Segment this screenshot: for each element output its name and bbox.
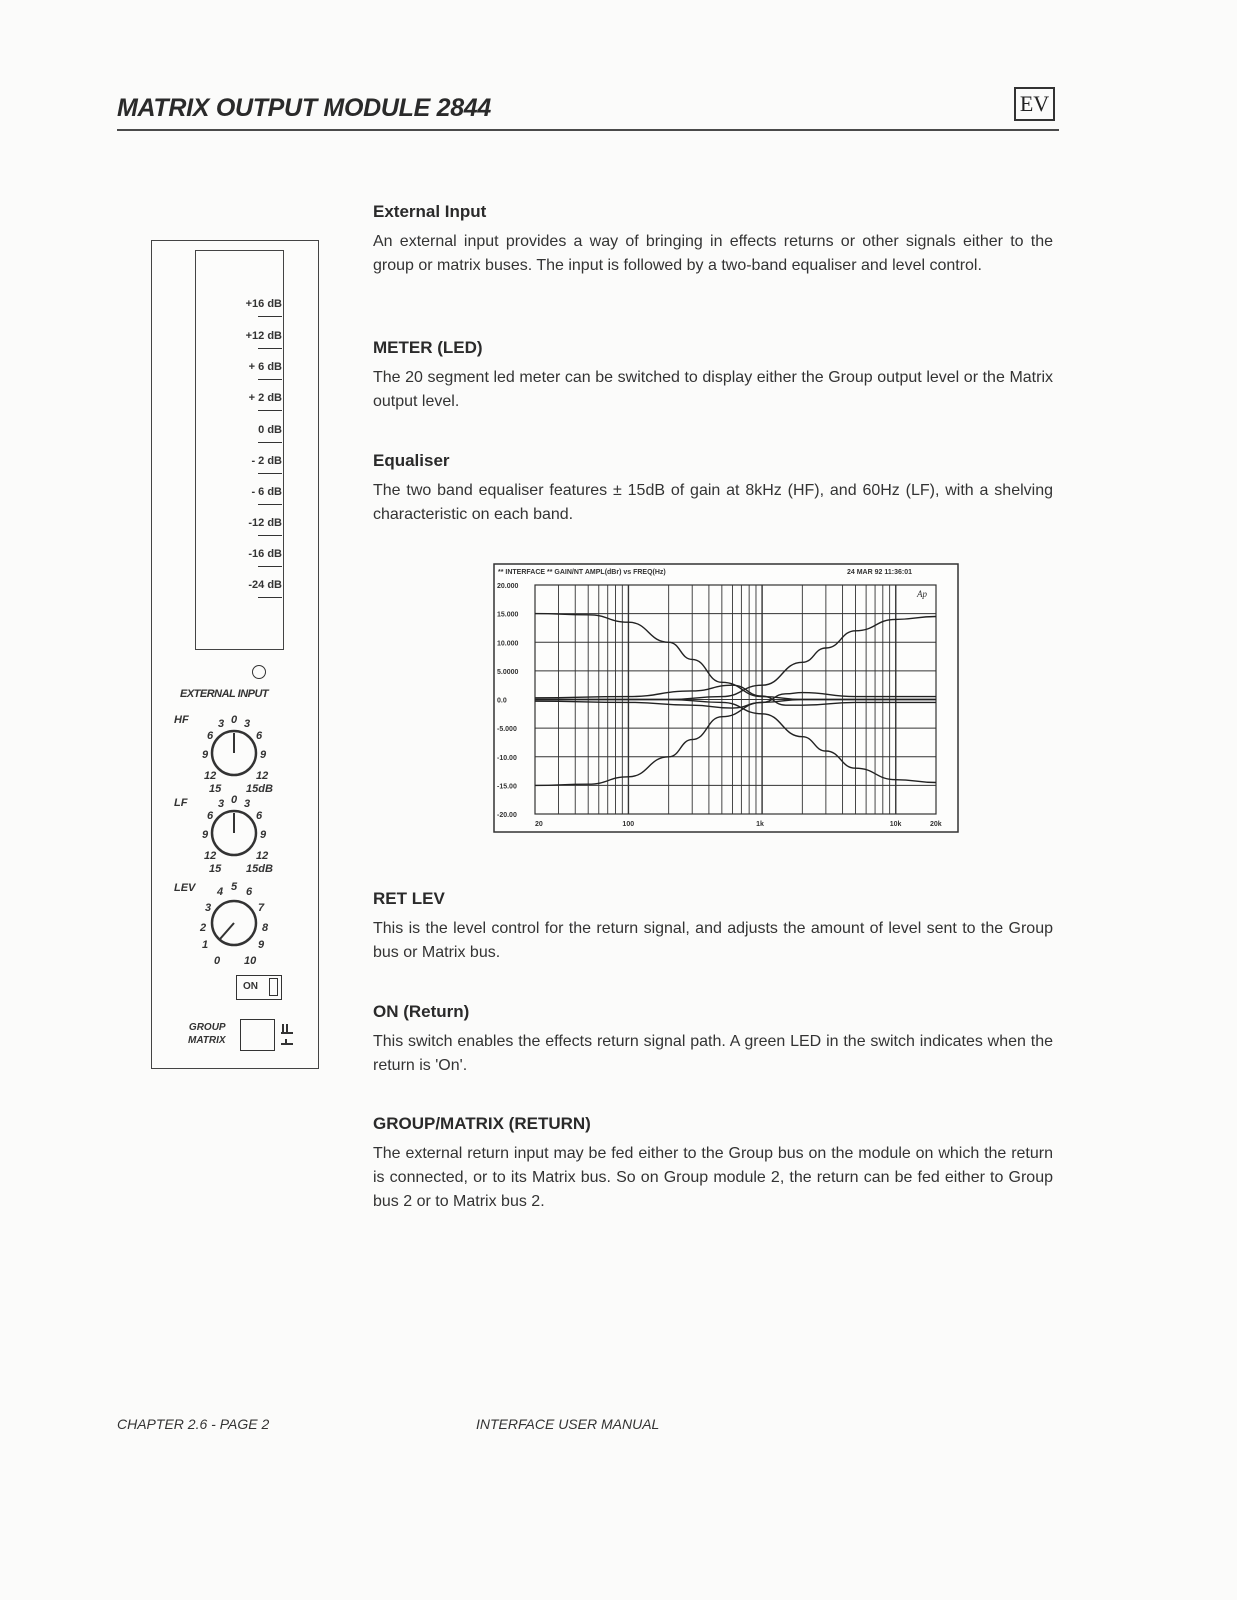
eq-scale-label: 6 bbox=[207, 810, 214, 822]
eq-scale-label: 12 bbox=[256, 850, 269, 862]
footer-manual-title: INTERFACE USER MANUAL bbox=[476, 1416, 660, 1432]
group-label: GROUP bbox=[188, 1022, 226, 1033]
eq-scale-label: 9 bbox=[260, 829, 267, 841]
eq-scale-label: 12 bbox=[204, 770, 217, 782]
meter-label: +12 dB bbox=[245, 330, 282, 342]
meter-label: 0 dB bbox=[258, 424, 282, 436]
y-tick-label: 10.000 bbox=[497, 640, 519, 648]
section-heading: External Input bbox=[373, 202, 487, 221]
eq-scale-label: 9 bbox=[202, 829, 209, 841]
lf-label: LF bbox=[174, 797, 188, 809]
section-body: This is the level control for the return signal, and adjusts the amount of level sent to the Group bus or Matrix bus. bbox=[373, 920, 1053, 961]
chart-timestamp: 24 MAR 92 11:36:01 bbox=[847, 569, 912, 576]
x-tick-label: 20k bbox=[930, 821, 942, 828]
meter-tick bbox=[258, 348, 282, 349]
external-input-label: EXTERNAL INPUT bbox=[180, 688, 269, 700]
section-ret-lev bbox=[373, 889, 1053, 965]
y-tick-label: 5.0000 bbox=[497, 668, 519, 676]
ev-logo: EV bbox=[1014, 87, 1055, 121]
eq-scale-label: 3 bbox=[218, 798, 225, 810]
meter-tick bbox=[258, 473, 282, 474]
chart-badge: Ap bbox=[917, 589, 927, 599]
meter-label: -24 dB bbox=[248, 579, 282, 591]
meter-tick bbox=[258, 535, 282, 536]
eq-scale-label: 3 bbox=[244, 718, 251, 730]
x-tick-label: 1k bbox=[756, 821, 764, 828]
section-heading: GROUP/MATRIX (RETURN) bbox=[373, 1114, 591, 1133]
group-matrix-label bbox=[188, 1021, 226, 1047]
section-body: The two band equaliser features ± 15dB of gain at 8kHz (HF), and 60Hz (LF), with a shelving characteristic on each band. bbox=[373, 482, 1053, 523]
eq-scale-label: 9 bbox=[260, 749, 267, 761]
lev-scale-label: 4 bbox=[217, 886, 224, 898]
section-equaliser bbox=[373, 451, 1053, 527]
section-group-matrix bbox=[373, 1114, 1053, 1214]
header-rule bbox=[117, 129, 1059, 131]
meter-label: - 2 dB bbox=[251, 455, 282, 467]
eq-scale-label: 12 bbox=[204, 850, 217, 862]
eq-scale-label: 0 bbox=[231, 794, 238, 806]
return-led bbox=[252, 665, 266, 679]
meter-label: -16 dB bbox=[248, 548, 282, 560]
lev-scale-label: 6 bbox=[246, 886, 253, 898]
front-panel-diagram bbox=[151, 240, 319, 1069]
eq-scale-label: 15dB bbox=[246, 863, 273, 875]
meter-tick bbox=[258, 410, 282, 411]
level-knob-pointer bbox=[220, 923, 234, 939]
meter-label: + 2 dB bbox=[248, 392, 282, 404]
y-tick-label: 0.0 bbox=[497, 697, 507, 705]
eq-response-chart bbox=[493, 563, 959, 833]
y-tick-label: -5.000 bbox=[497, 726, 517, 734]
section-on-return bbox=[373, 1002, 1053, 1078]
lev-scale-label: 3 bbox=[205, 902, 212, 914]
eq-scale-label: 12 bbox=[256, 770, 269, 782]
on-button-label: ON bbox=[243, 981, 258, 992]
on-return-button[interactable] bbox=[236, 975, 282, 1000]
x-tick-label: 100 bbox=[622, 821, 635, 828]
meter-tick bbox=[258, 316, 282, 317]
switch-position-icon bbox=[280, 1022, 294, 1048]
eq-scale-label: 6 bbox=[256, 730, 263, 742]
section-body: The 20 segment led meter can be switched to display either the Group output level or the Matrix output level. bbox=[373, 369, 1053, 410]
section-heading: Equaliser bbox=[373, 451, 450, 470]
eq-scale-label: 3 bbox=[244, 798, 251, 810]
section-body: An external input provides a way of bringing in effects returns or other signals either to the group or matrix buses. The input is followed by a two-band equaliser and level control. bbox=[373, 233, 1053, 274]
eq-scale-label: 15dB bbox=[246, 783, 273, 795]
document-title: MATRIX OUTPUT MODULE 2844 bbox=[117, 94, 492, 122]
section-heading: RET LEV bbox=[373, 889, 445, 908]
meter-tick bbox=[258, 379, 282, 380]
group-matrix-button[interactable] bbox=[240, 1019, 275, 1051]
meter-label: +16 dB bbox=[245, 298, 282, 310]
y-tick-label: 20.000 bbox=[497, 583, 519, 590]
eq-scale-label: 3 bbox=[218, 718, 225, 730]
eq-level-knobs bbox=[162, 701, 312, 971]
meter-tick bbox=[258, 566, 282, 567]
section-heading: ON (Return) bbox=[373, 1002, 470, 1021]
lev-scale-label: 8 bbox=[262, 922, 269, 934]
meter-label: + 6 dB bbox=[248, 361, 282, 373]
lev-scale-label: 5 bbox=[231, 881, 238, 893]
lev-scale-label: 10 bbox=[244, 955, 257, 967]
meter-tick bbox=[258, 597, 282, 598]
meter-tick bbox=[258, 442, 282, 443]
eq-scale-label: 15 bbox=[209, 783, 222, 795]
section-heading: METER (LED) bbox=[373, 338, 483, 357]
meter-label: -12 dB bbox=[248, 517, 282, 529]
eq-scale-label: 6 bbox=[207, 730, 214, 742]
section-body: The external return input may be fed either to the Group bus on the module on which the return is connected, or to its Matrix bus. So on Group module 2, the return can be fed either to Group bus 2 or to Matrix bus 2. bbox=[373, 1145, 1053, 1210]
meter-label: - 6 dB bbox=[251, 486, 282, 498]
eq-scale-label: 15 bbox=[209, 863, 222, 875]
section-body: This switch enables the effects return signal path. A green LED in the switch indicates when the return is 'On'. bbox=[373, 1033, 1053, 1074]
y-tick-label: -20.00 bbox=[497, 812, 517, 819]
lev-scale-label: 1 bbox=[202, 939, 209, 951]
y-tick-label: -10.00 bbox=[497, 754, 517, 762]
eq-scale-label: 9 bbox=[202, 749, 209, 761]
eq-scale-label: 0 bbox=[231, 714, 238, 726]
x-tick-label: 10k bbox=[889, 821, 902, 828]
lev-scale-label: 9 bbox=[258, 939, 265, 951]
lev-scale-label: 7 bbox=[258, 902, 265, 914]
matrix-label: MATRIX bbox=[188, 1035, 226, 1046]
y-tick-label: -15.00 bbox=[497, 783, 517, 791]
hf-label: HF bbox=[174, 714, 189, 726]
section-external-input bbox=[373, 202, 1053, 278]
chart-title: ** INTERFACE ** GAIN/NT AMPL(dBr) vs FREQ(Hz) bbox=[498, 569, 666, 576]
lev-scale-label: 0 bbox=[214, 955, 221, 967]
eq-scale-label: 6 bbox=[256, 810, 263, 822]
on-indicator bbox=[269, 978, 278, 996]
x-tick-label: 20 bbox=[535, 821, 543, 828]
lev-scale-label: 2 bbox=[200, 922, 207, 934]
lev-label: LEV bbox=[174, 882, 196, 894]
meter-tick bbox=[258, 504, 282, 505]
y-tick-label: 15.000 bbox=[497, 611, 519, 619]
footer-page-number: CHAPTER 2.6 - PAGE 2 bbox=[117, 1416, 270, 1432]
section-meter bbox=[373, 338, 1053, 414]
